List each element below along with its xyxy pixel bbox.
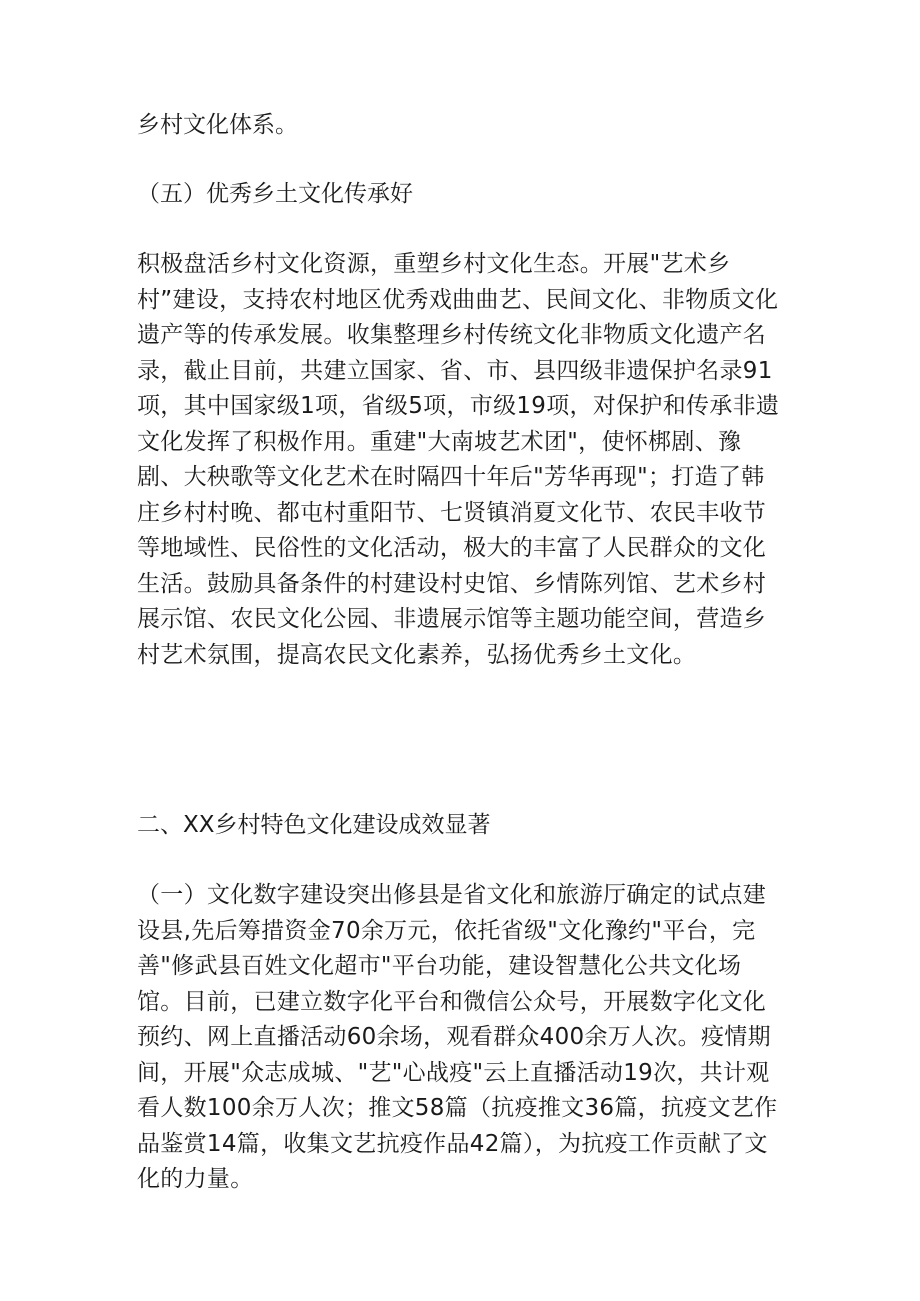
intro-tail-text: 乡村文化体系。: [137, 112, 298, 138]
section-5-body-paragraph: 积极盘活乡村文化资源，重塑乡村文化生态。开展"艺术乡村”建设，支持农村地区优秀戏曲曲艺、民间文化、非物质文化遗产等的传承发展。收集整理乡村传统文化非物质文化遗产名录，截止目前，共建立国家、省、市、县四级非遗保护名录91项，其中国家级1项，省级5项，市级19项，对保护和传承非遗文化发挥了积极作用。重建"大南坡艺术团"，使怀梆剧、豫剧、大秧歌等文化艺术在时隔四十年后"芳华再现"；打造了韩庄乡村村晚、都屯村重阳节、七贤镇消夏文化节、农民丰收节等地域性、民俗性的文化活动，极大的丰富了人民群众的文化生活。鼓励具备条件的村建设村史馆、乡情陈列馆、艺术乡村展示馆、农民文化公园、非遗展示馆等主题功能空间，营造乡村艺术氛围，提高农民文化素养，弘扬优秀乡土文化。: [137, 251, 780, 668]
section-5-heading: （五）优秀乡土文化传承好: [137, 181, 413, 207]
section-1-body-paragraph: （一）文化数字建设突出修县是省文化和旅游厅确定的试点建设县,先后筹措资金70余万元，依托省级"文化豫约"平台，完善"修武县百姓文化超市"平台功能，建设智慧化公共文化场馆。目前，已建立数字化平台和微信公众号，开展数字化文化预约、网上直播活动60余场，观看群众400余万人次。疫情期间，开展"众志成城、"艺"心战疫"云上直播活动19次，共计观看人数100余万人次；推文58篇（抗疫推文36篇，抗疫文艺作品鉴赏14篇，收集文艺抗疫作品42篇），为抗疫工作贡献了文化的力量。: [137, 882, 778, 1192]
part-2-heading: 二、XX乡村特色文化建设成效显著: [137, 812, 491, 838]
